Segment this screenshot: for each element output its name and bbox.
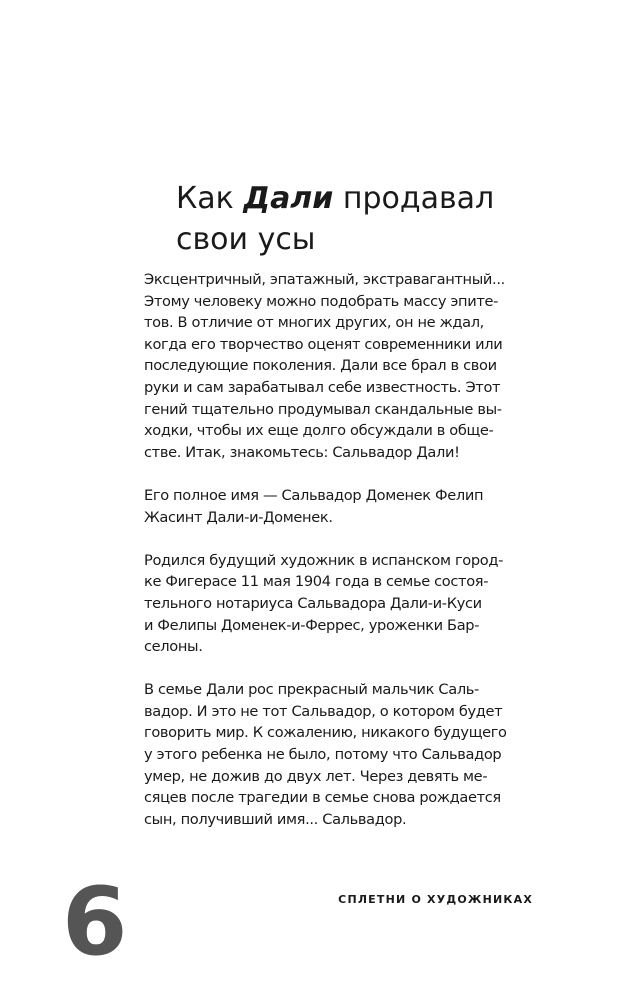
text-line: ходки, чтобы их еще долго обсуждали в обще-	[144, 422, 494, 440]
chapter-title-line1	[176, 178, 576, 219]
text-line: Родился будущий художник в испанском город-	[144, 551, 503, 569]
running-head: СПЛЕТНИ О ХУДОЖНИКАХ	[338, 893, 533, 906]
text-line: последующие поколения. Дали все брал в свои	[144, 357, 497, 375]
text-line: сын, получивший имя... Сальвадор.	[144, 810, 407, 828]
text-line: вадор. И это не тот Сальвадор, о котором будет	[144, 702, 503, 720]
text-line: говорить мир. К сожалению, никакого будущего	[144, 724, 507, 742]
text-line: Этому человеку можно подобрать массу эпите-	[144, 292, 499, 310]
paragraph-1	[144, 269, 539, 463]
chapter-title-emphasis: Дали	[243, 181, 334, 216]
paragraph-3	[144, 550, 539, 658]
text-line: тов. В отличие от многих других, он не ждал,	[144, 314, 484, 332]
text-line: руки и сам зарабатывал себе известность. Этот	[144, 378, 501, 396]
paragraph-2	[144, 485, 539, 528]
text-line: Его полное имя — Сальвадор Доменек Фелип	[144, 486, 484, 504]
text-line: когда его творчество оценят современники или	[144, 335, 503, 353]
text-line: В семье Дали рос прекрасный мальчик Саль-	[144, 681, 479, 699]
text-line: селоны.	[144, 638, 203, 656]
chapter-title	[176, 178, 576, 260]
paragraph-4	[144, 679, 539, 830]
body-text	[144, 269, 539, 852]
text-line: сяцев после трагедии в семье снова рождается	[144, 789, 501, 807]
page-number: 6	[62, 868, 128, 977]
chapter-title-line2: свои усы	[176, 222, 316, 257]
chapter-title-after: продавал	[333, 181, 495, 216]
text-line: Жасинт Дали-и-Доменек.	[144, 508, 333, 526]
text-line: тельного нотариуса Сальвадора Дали-и-Куси	[144, 594, 482, 612]
text-line: умер, не дожив до двух лет. Через девять ме-	[144, 767, 488, 785]
text-line: и Фелипы Доменек-и-Феррес, уроженки Бар-	[144, 616, 480, 634]
text-line: стве. Итак, знакомьтесь: Сальвадор Дали!	[144, 443, 460, 461]
chapter-title-before: Как	[176, 181, 244, 216]
text-line: Эксцентричный, эпатажный, экстравагантный...	[144, 271, 505, 288]
text-line: ке Фигерасе 11 мая 1904 года в семье состоя-	[144, 573, 489, 591]
text-line: гений тщательно продумывал скандальные вы-	[144, 400, 502, 418]
text-line: у этого ребенка не было, потому что Сальвадор	[144, 746, 502, 764]
